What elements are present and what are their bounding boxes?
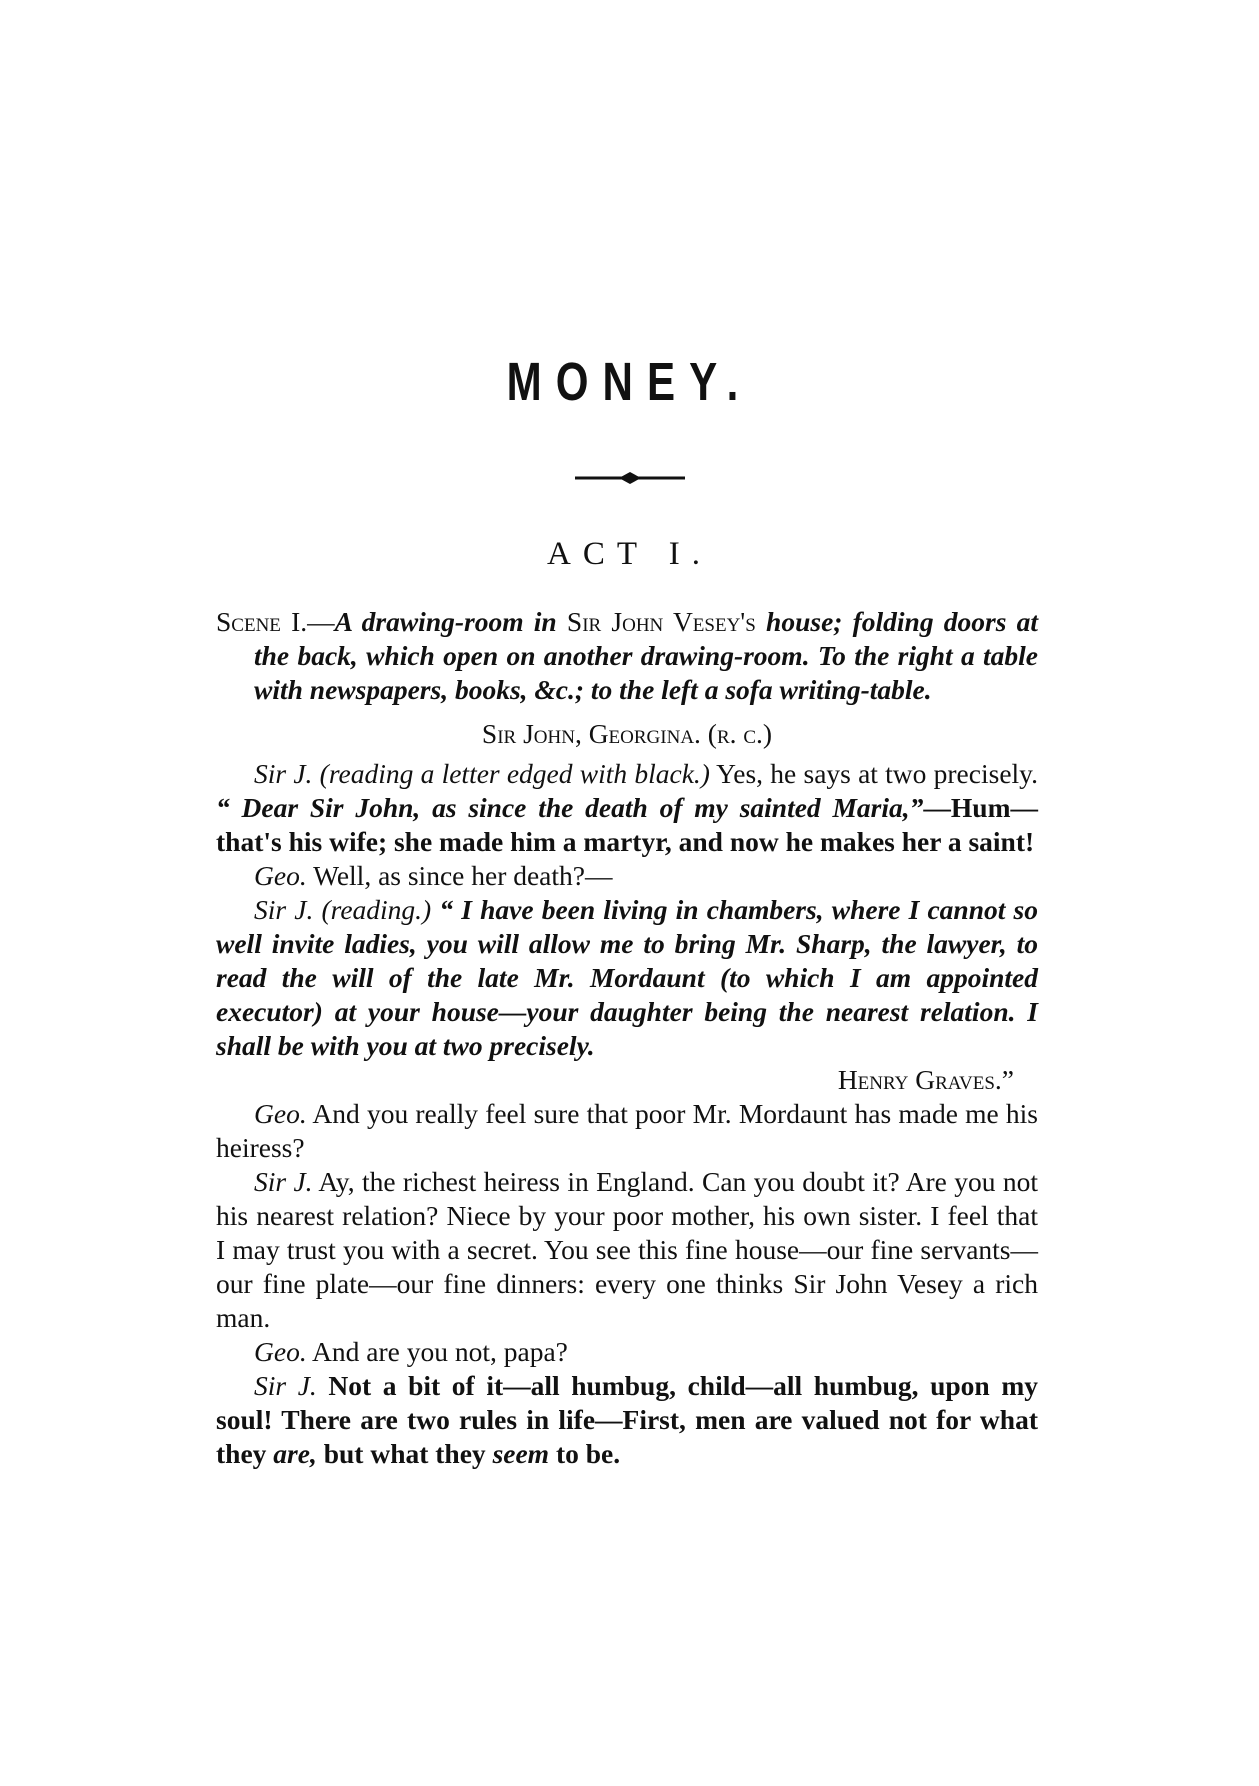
scene-label: Scene I. [216,606,308,637]
speaker: Sir J. [254,758,313,789]
dialogue-line: Sir J. (reading a letter edged with black.) Yes, he says at two precisely. “ Dear Sir John, as since the death of my sainted Maria,”—Hum—that's his wife; she made him a martyr, and now he makes her a saint! [216,758,1039,857]
dialogue-line: Sir J. (reading.) “ I have been living in chambers, where I cannot so well invite ladies, you will allow me to bring Mr. Sharp, the lawyer, to read the will of the late Mr. Mordaunt (to which I am appointed executor) at your house—your daughter being the nearest relation. I shall be with you at two precisely. [216,894,1038,1061]
speaker: Sir J. [254,1166,313,1197]
speaker: Sir J. [254,894,314,925]
speaker: Sir J. [254,1370,317,1401]
letter-signature: Henry Graves.” [837,1064,1014,1095]
stage-direction: (reading a letter edged with black.) [319,758,710,789]
stage-direction: (reading.) [321,894,432,925]
letter-signature-line [216,1063,1038,1097]
play-text [216,605,1038,1471]
dialogue-line: Geo. Well, as since her death?— [254,860,613,891]
dialogue-line: Geo. And you really feel sure that poor Mr. Mordaunt has made me his heiress? [216,1098,1038,1163]
act-heading: ACT I. [547,536,712,572]
dialogue-line: Geo. And are you not, papa? [254,1336,568,1367]
scene-description: Scene I.—A drawing-room in Sir John Vesey's house; folding doors at the back, which open on another drawing-room. To the right a table with newspapers, books, &c.; to the left a sofa writing-table. [216,606,1039,705]
characters-line: Sir John, Georgina. (r. c.) [481,718,773,749]
speaker: Geo. [254,1336,307,1367]
ornament-divider-icon [575,470,685,486]
dialogue-line: Sir J. Ay, the richest heiress in England. Can you doubt it? Are you not his nearest relation? Niece by your poor mother, his own sister. I feel that I may trust you with a secret. You see this fine house—our fine servants—our fine plate—our fine dinners: every one thinks Sir John Vesey a rich man. [216,1166,1038,1333]
speaker: Geo. [254,860,307,891]
dialogue-line: Sir J. Not a bit of it—all humbug, child—all humbug, upon my soul! There are two rules in life—First, men are valued not for what they are, but what they seem to be. [216,1370,1038,1469]
speaker: Geo. [254,1098,307,1129]
play-title: MONEY. [506,352,753,412]
